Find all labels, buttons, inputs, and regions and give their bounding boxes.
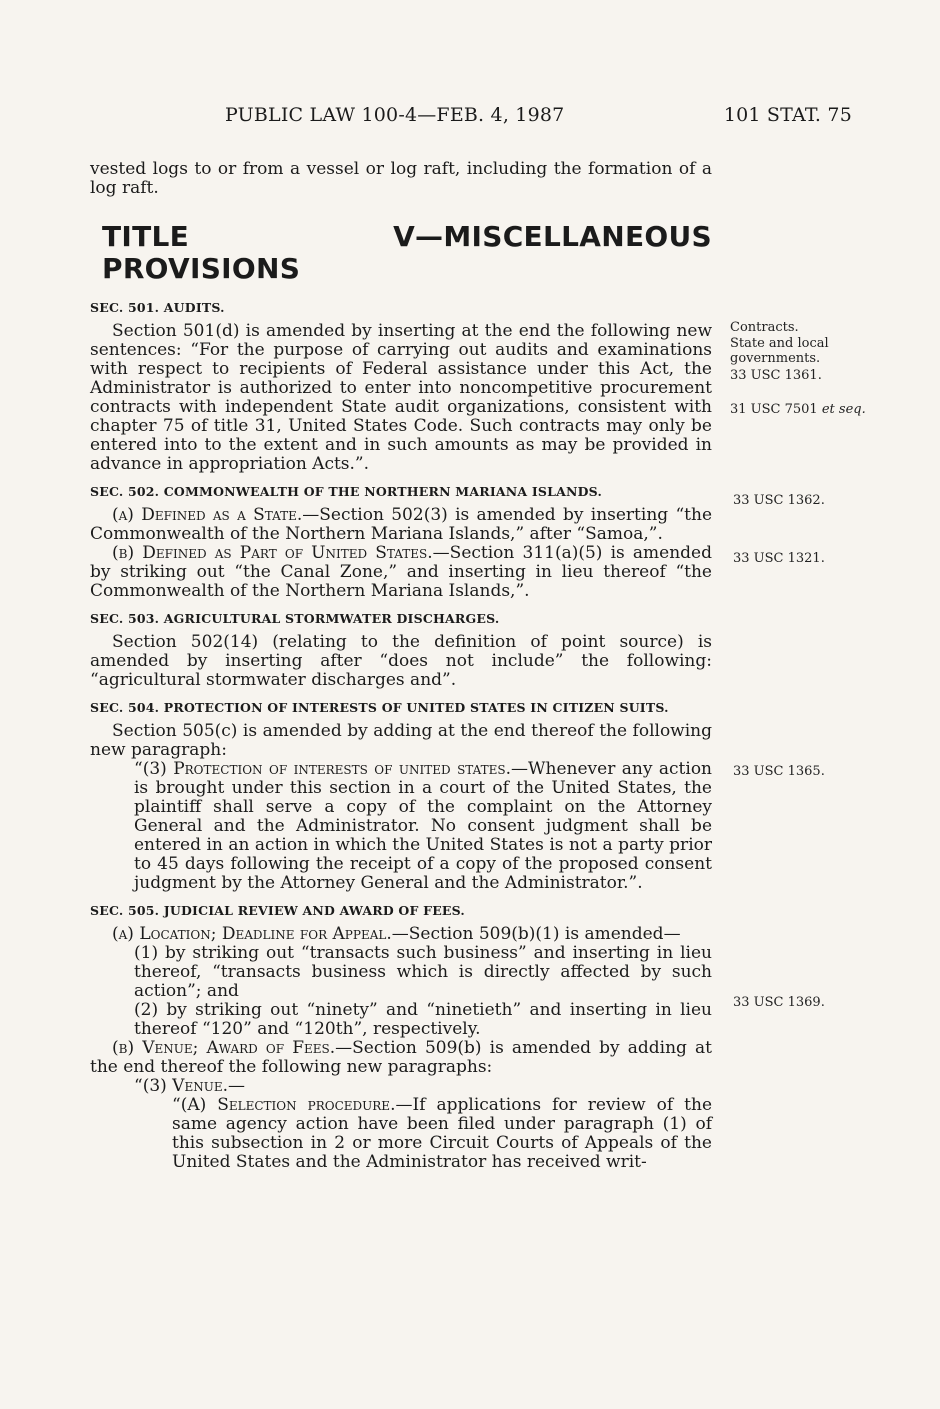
section-503-heading: SEC. 503. AGRICULTURAL STORMWATER DISCHARGES. xyxy=(90,611,500,626)
venue-label-text: “(3) Venue.— xyxy=(134,1076,245,1096)
body-text xyxy=(90,160,712,1172)
section-501-text: Section 501(d) is amended by inserting at the end the following new sentences: “For the purpose of carrying out audits and examinations with respect to recipients of Federal assistance under this Act, the Administrator is authorized to enter into noncompetitive procurement contracts with independent State audit organizations, consistent with chapter 75 of title 31, United States Code. Such contracts may only be entered into to the extent and in such amounts as may be provided in advance in appropriation Acts.”. xyxy=(90,321,712,474)
section-502-b-text: —Section 311(a)(5) is amended by striking out “the Canal Zone,” and inserting in lieu thereof “the Commonwealth of the Northern Mariana Islands,”. xyxy=(90,543,712,601)
section-504-quote-text: —Whenever any action is brought under this section in a court of the United States, the plaintiff shall serve a copy of the complaint on the Attorney General and the Administrator. No consent judgment shall be entered in an action in which the United States is not a party prior to 45 days following the receipt of a copy of the proposed consent judgment by the Attorney General and the Administrator.”. xyxy=(134,759,713,893)
section-505-b-label: (b) Venue; Award of Fees. xyxy=(112,1038,336,1058)
section-505-heading: SEC. 505. JUDICIAL REVIEW AND AWARD OF FEES. xyxy=(90,903,465,918)
section-502-heading: SEC. 502. COMMONWEALTH OF THE NORTHERN MARIANA ISLANDS. xyxy=(90,484,603,499)
section-505-a-2: (2) by striking out “ninety” and “ninetieth” and inserting in lieu thereof “120” and “120th”, respectively. xyxy=(134,1000,712,1039)
margin-note-33usc1361: 33 USC 1361. xyxy=(730,368,822,383)
selection-procedure-label: “(A) Selection procedure. xyxy=(172,1095,396,1115)
section-504-quote xyxy=(134,760,712,893)
title-heading: TITLE V—MISCELLANEOUS PROVISIONS xyxy=(102,220,712,285)
section-504-text: Section 505(c) is amended by adding at the end thereof the following new paragraph: xyxy=(90,721,712,760)
margin-note-contracts: Contracts. xyxy=(730,320,799,335)
intro-paragraph: vested logs to or from a vessel or log raft, including the formation of a log raft. xyxy=(90,159,712,198)
section-503-text: Section 502(14) (relating to the definition of point source) is amended by inserting after “does not include” the following: “agricultural stormwater discharges and”. xyxy=(90,632,712,690)
selection-procedure-text: —If applications for review of the same agency action have been filed under paragraph (1) of this subsection in 2 or more Circuit Courts of Appeals of the United States and the Administrator has received writ- xyxy=(172,1095,713,1172)
section-501-heading: SEC. 501. AUDITS. xyxy=(90,300,225,315)
section-502-b-label: (b) Defined as Part of United States. xyxy=(112,543,433,563)
section-502-a xyxy=(90,506,712,544)
section-505-a-1: (1) by striking out “transacts such business” and inserting in lieu thereof, “transacts business which is directly affected by such action”; and xyxy=(134,943,712,1001)
margin-note-33usc1321: 33 USC 1321. xyxy=(733,551,825,566)
section-502-b xyxy=(90,544,712,601)
margin-note-33usc1369: 33 USC 1369. xyxy=(733,995,825,1010)
venue-label xyxy=(134,1077,712,1096)
section-504-quote-label: “(3) Protection of interests of united states. xyxy=(134,759,512,779)
section-502-a-text: —Section 502(3) is amended by inserting “the Commonwealth of the Northern Mariana Islands,” after “Samoa,”. xyxy=(90,505,713,544)
section-505-a xyxy=(90,925,712,944)
running-header: PUBLIC LAW 100-4—FEB. 4, 1987 xyxy=(225,104,565,126)
section-505-a-label: (a) Location; Deadline for Appeal. xyxy=(112,924,392,944)
section-505-b xyxy=(90,1039,712,1077)
section-505-b-text: —Section 509(b) is amended by adding at the end thereof the following new paragraphs: xyxy=(90,1038,712,1077)
margin-note-state-local: State and local governments. xyxy=(730,336,829,366)
margin-note-31usc7501-text: 31 USC 7501 xyxy=(730,402,818,417)
margin-note-31usc7501 xyxy=(730,402,866,417)
margin-note-33usc1365: 33 USC 1365. xyxy=(733,764,825,779)
section-504-heading: SEC. 504. PROTECTION OF INTERESTS OF UNITED STATES IN CITIZEN SUITS. xyxy=(90,700,669,715)
page-citation: 101 STAT. 75 xyxy=(723,104,852,126)
section-502-a-label: (a) Defined as a State. xyxy=(112,505,303,525)
section-505-a-text: —Section 509(b)(1) is amended— xyxy=(391,924,681,944)
margin-note-33usc1362: 33 USC 1362. xyxy=(733,493,825,508)
selection-procedure xyxy=(172,1096,712,1172)
margin-note-et-seq: et seq. xyxy=(821,402,866,417)
